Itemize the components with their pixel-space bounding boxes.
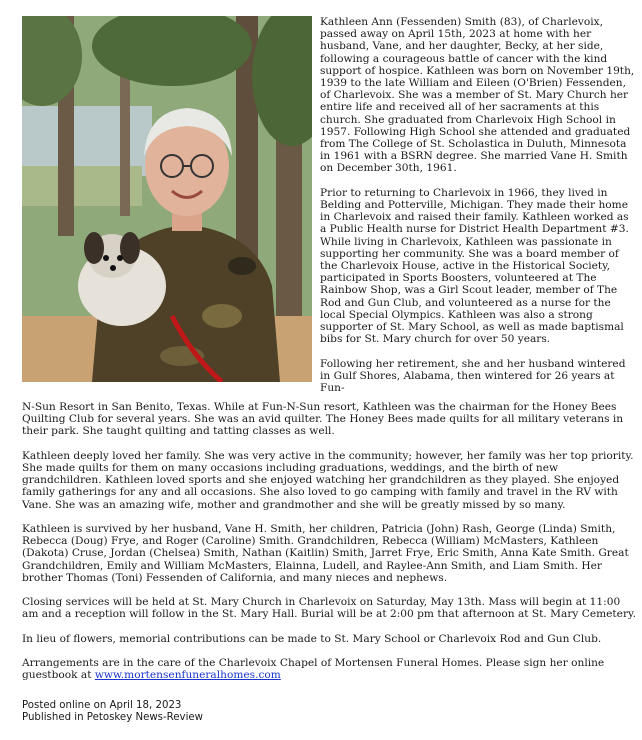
published-in: Published in Petoskey News-Review xyxy=(22,712,204,724)
paragraph-memorials: In lieu of flowers, memorial contributions can be made to St. Mary School or Charlevoix Rod and Gun Club. xyxy=(22,632,602,645)
full-width-text xyxy=(22,401,636,682)
paragraph-services: Closing services will be held at St. Mary Church in Charlevoix on Saturday, May 13th. Mass will begin at 11:00 am and a reception will follow in the St. Mary Hall. Burial will be at 2:00 pm that afternoon at St. Mary Cemetery. xyxy=(22,596,636,621)
right-column-text xyxy=(320,16,636,394)
paragraph-career: Prior to returning to Charlevoix in 1966, they lived in Belding and Potterville, Michigan. They made their home in Charlevoix and raised their family. Kathleen worked as a Public Health nurse for District Health Department #3. While living in Charlevoix, Kathleen was passionate in supporting her community. She was a board member of the Charlevoix House, active in the Historical Society, participated in Sports Boosters, volunteered at The Rainbow Shop, was a Girl Scout leader, member of The Rod and Gun Club, and volunteered as a nurse for the local Special Olympics. Kathleen was also a strong supporter of St. Mary School, as well as made baptismal bibs for St. Mary church for over 50 years. xyxy=(320,186,629,346)
portrait-photo xyxy=(22,16,312,382)
paragraph-retirement-cont: N-Sun Resort in San Benito, Texas. While at Fun-N-Sun resort, Kathleen was the chairman for the Honey Bees Quilting Club for several years. She was an avid quilter. The Honey Bees made quilts for all military veterans in their park. She taught quilting and tatting classes as well. xyxy=(22,401,624,438)
paragraph-retirement-start: Following her retirement, she and her husband wintered in Gulf Shores, Alabama, then wintered for 26 years at Fun- xyxy=(320,357,626,395)
portrait-illustration xyxy=(22,16,312,382)
arrangements-text: Arrangements are in the care of the Charlevoix Chapel of Mortensen Funeral Homes. Please sign her online guestbook at xyxy=(22,657,605,682)
publication-footer xyxy=(22,700,636,725)
paragraph-family: Kathleen deeply loved her family. She was very active in the community; however, her family was her top priority. She made quilts for them on many occasions including graduations, weddings, and the birth of new grandchildren. Kathleen loved sports and she enjoyed watching her grandchildren as they played. She enjoyed family gatherings for any and all occasions. She also loved to go camping with family and travel in the RV with Vane. She was an amazing wife, mother and grandmother and she will be greatly missed by so many. xyxy=(22,449,634,511)
paragraph-arrangements xyxy=(22,657,636,681)
paragraph-intro: Kathleen Ann (Fessenden) Smith (83), of Charlevoix, passed away on April 15th, 2023 at home with her husband, Vane, and her daughter, Becky, at her side, following a courageous battle of cancer with the kind support of hospice. Kathleen was born on November 19th, 1939 to the late William and Eileen (O'Brien) Fessenden, of Charlevoix. She was a member of St. Mary Church her entire life and received all of her sacraments at this church. She graduated from Charlevoix High School in 1957. Following High School she attended and graduated from The College of St. Scholastica in Duluth, Minnesota in 1961 with a BSRN degree. She married Vane H. Smith on December 30th, 1961. xyxy=(320,16,635,175)
paragraph-survivors: Kathleen is survived by her husband, Vane H. Smith, her children, Patricia (John) Rash, George (Linda) Smith, Rebecca (Doug) Frye, and Roger (Caroline) Smith. Grandchildren, Rebecca (William) McMasters, Kathleen (Dakota) Cruse, Jordan (Chelsea) Smith, Nathan (Kaitlin) Smith, Jarret Frye, Eric Smith, Anna Kate Smith. Great Grandchildren, Emily and William McMasters, Elainna, Ludell, and Raylee-Ann Smith, and Liam Smith. Her brother Thomas (Toni) Fessenden of California, and many nieces and nephews. xyxy=(22,523,629,584)
guestbook-link[interactable]: www.mortensenfuneralhomes.com xyxy=(94,669,281,682)
posted-date: Posted online on April 18, 2023 xyxy=(22,700,182,711)
